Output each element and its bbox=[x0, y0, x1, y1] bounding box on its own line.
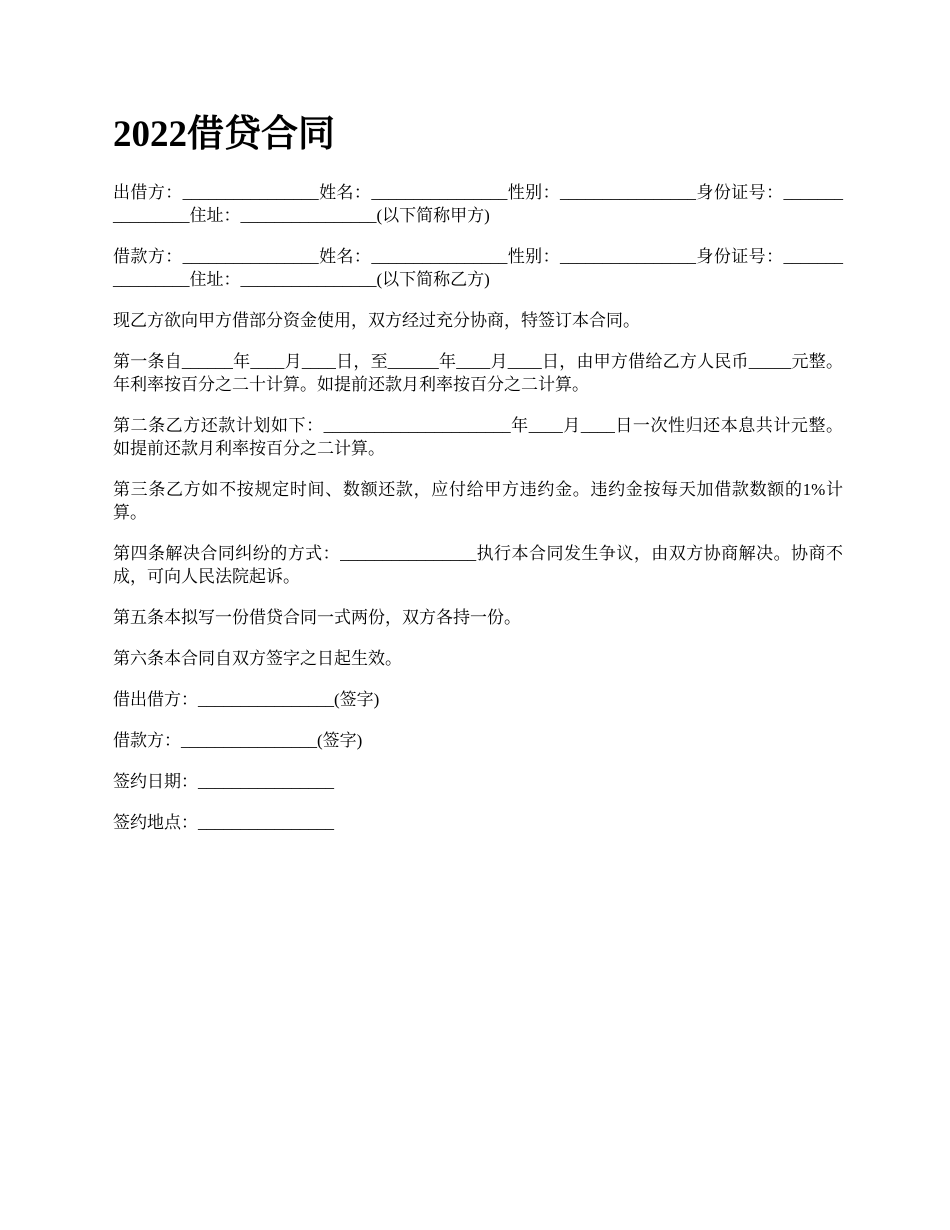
signing-place-line: 签约地点：________________ bbox=[113, 813, 334, 832]
article-2-paragraph: 第二条乙方还款计划如下：______________________年____月____日一次性归还本息共计元整。如提前还款月利率按百分之二计算。 bbox=[113, 416, 843, 458]
article-6-paragraph: 第六条本合同自双方签字之日起生效。 bbox=[113, 649, 402, 668]
document-body bbox=[113, 181, 843, 852]
article-3-paragraph: 第三条乙方如不按规定时间、数额还款，应付给甲方违约金。违约金按每天加借款数额的1%计算。 bbox=[113, 480, 843, 522]
borrower-signature-line: 借款方：________________(签字) bbox=[113, 731, 363, 750]
lender-signature-line: 借出借方：________________(签字) bbox=[113, 690, 380, 709]
preamble-paragraph: 现乙方欲向甲方借部分资金使用，双方经过充分协商，特签订本合同。 bbox=[113, 311, 640, 330]
signing-date-line: 签约日期：________________ bbox=[113, 772, 334, 791]
borrower-info-paragraph: 借款方：________________姓名：________________性别：________________身份证号：________________住址：________________(以下简称乙方) bbox=[113, 247, 843, 289]
article-4-paragraph: 第四条解决合同纠纷的方式：________________执行本合同发生争议，由双方协商解决。协商不成，可向人民法院起诉。 bbox=[113, 544, 843, 586]
lender-info-paragraph: 出借方：________________姓名：________________性别：________________身份证号：________________住址：________________(以下简称甲方) bbox=[113, 183, 843, 225]
article-5-paragraph: 第五条本拟写一份借贷合同一式两份，双方各持一份。 bbox=[113, 608, 521, 627]
document-title: 2022借贷合同 bbox=[113, 114, 335, 155]
article-1-paragraph: 第一条自______年____月____日，至______年____月____日，由甲方借给乙方人民币_____元整。年利率按百分之二十计算。如提前还款月利率按百分之二计算。 bbox=[113, 352, 843, 394]
